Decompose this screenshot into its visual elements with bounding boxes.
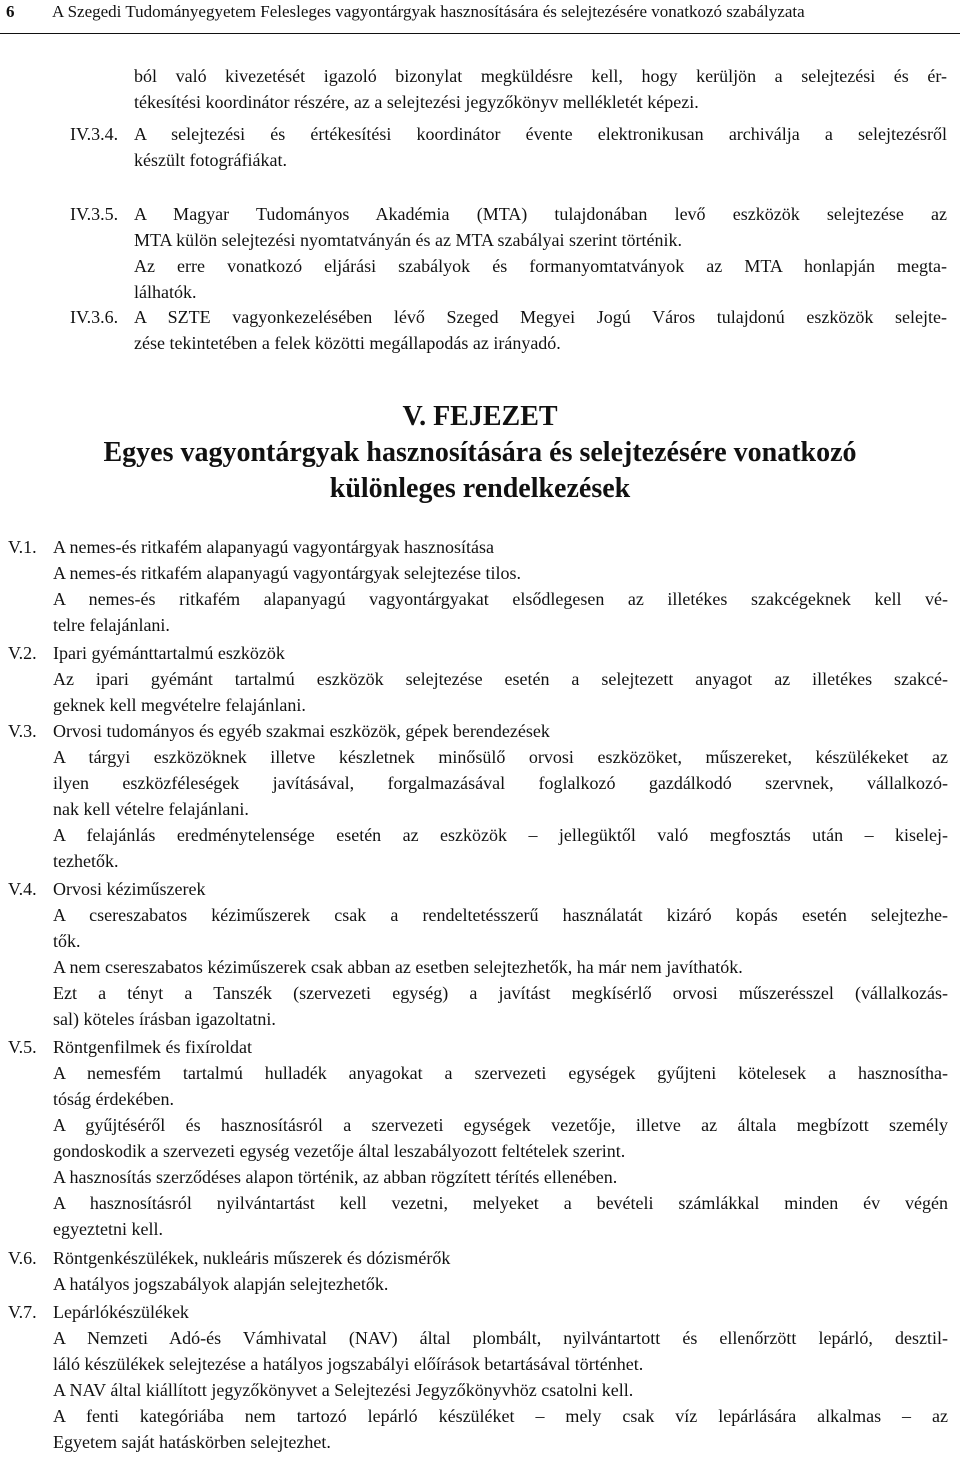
text-line: A NAV által kiállított jegyzőkönyvet a Selejtezési Jegyzőkönyvhöz csatolni kell. (53, 1380, 634, 1400)
section-number: V.5. (8, 1037, 37, 1057)
section-title: Röntgenfilmek és fixíroldat (53, 1037, 252, 1057)
text-line: ilyen eszközféleségek javításával, forgalmazásával foglalkozó gazdálkodó szervnek, vállalkozó- (53, 773, 948, 793)
text-line: A nem csereszabatos kéziműszerek csak abban az esetben selejtezhetők, ha már nem javíthatók. (53, 957, 743, 977)
text-line: készült fotográfiákat. (134, 150, 287, 170)
text-line: A csereszabatos kéziműszerek csak a rendeltetésszerű használatát kizáró kopás esetén selejtezhe- (53, 905, 948, 925)
chapter-title-line: különleges rendelkezések (329, 473, 631, 504)
page-number: 6 (6, 2, 15, 21)
text-line: tékesítési koordinátor részére, az a selejtezési jegyzőkönyv mellékletét képezi. (134, 92, 699, 112)
text-line: A tárgyi eszközöknek illetve készletnek minősülő orvosi eszközöket, műszereket, készülékeket az (53, 747, 948, 767)
section-number: V.1. (8, 537, 37, 557)
section-body (53, 1060, 948, 1242)
item-text (134, 121, 947, 173)
page-header (0, 0, 960, 40)
text-line: gondoskodik a szervezeti egység vezetője által leszabályozott feltételek szerint. (53, 1141, 626, 1161)
section-body (53, 1325, 948, 1455)
text-line: Egyetem saját hatáskörben selejtezhet. (53, 1432, 331, 1452)
text-line: tóság érdekében. (53, 1089, 174, 1109)
text-line: zése tekintetében a felek közötti megállapodás az irányadó. (134, 333, 561, 353)
section-number: V.4. (8, 879, 37, 899)
running-title: A Szegedi Tudományegyetem Felesleges vagyontárgyak hasznosítására és selejtezésére vonatkozó szabályzata (52, 2, 805, 21)
text-line: Az erre vonatkozó eljárási szabályok és formanyomtatványok az MTA honlapján megta- (134, 256, 947, 276)
section-body (53, 744, 948, 874)
text-line: A hasznosítás szerződéses alapon történik, az abban rögzített térítés ellenében. (53, 1167, 618, 1187)
section-body (53, 1271, 948, 1297)
text-line: A Nemzeti Adó-és Vámhivatal (NAV) által plombált, nyilvántartott és ellenőrzött lepárló, desztil- (53, 1328, 948, 1348)
text-line: A selejtezési és értékesítési koordinátor évente elektronikusan archiválja a selejtezésről (134, 124, 947, 144)
text-line: A SZTE vagyonkezelésében lévő Szeged Megyei Jogú Város tulajdonú eszközök selejte- (134, 307, 947, 327)
text-line: sal) köteles írásban igazoltatni. (53, 1009, 276, 1029)
section-title: Orvosi tudományos és egyéb szakmai eszközök, gépek berendezések (53, 721, 550, 741)
text-line: A nemes-és ritkafém alapanyagú vagyontárgyak selejtezése tilos. (53, 563, 521, 583)
text-line: egyeztetni kell. (53, 1219, 163, 1239)
header-rule (0, 33, 960, 34)
paragraph-continuation (134, 63, 947, 115)
text-line: A felajánlás eredménytelensége esetén az eszközök – jellegüktől való megfosztás után – kiselej- (53, 825, 948, 845)
section-number: V.6. (8, 1248, 37, 1268)
section-title: Röntgenkészülékek, nukleáris műszerek és dózismérők (53, 1248, 451, 1268)
text-line: lálhatók. (134, 282, 197, 302)
text-line: A hasznosításról nyilvántartást kell vezetni, melyeket a bevételi számlákkal minden év végén (53, 1193, 948, 1213)
section-number: V.7. (8, 1302, 37, 1322)
text-line: telre felajánlani. (53, 615, 170, 635)
chapter-title-line: Egyes vagyontárgyak hasznosítására és selejtezésére vonatkozó (103, 437, 857, 468)
text-line: láló készülékek selejtezése a hatályos jogszabályi előírások betartásával történhet. (53, 1354, 644, 1374)
text-line: A nemes-és ritkafém alapanyagú vagyontárgyakat elsődlegesen az illetékes szakcégeknek kell vé- (53, 589, 948, 609)
section-body (53, 666, 948, 718)
text-line: A gyűjtéséről és hasznosításról a szervezeti egységek vezetője, illetve az általa megbízott személy (53, 1115, 948, 1135)
text-line: tők. (53, 931, 81, 951)
text-line: nak kell vételre felajánlani. (53, 799, 249, 819)
section-body (53, 902, 948, 1032)
chapter-number: V. FEJEZET (402, 401, 558, 432)
section-title: A nemes-és ritkafém alapanyagú vagyontárgyak hasznosítása (53, 537, 495, 557)
section-number: V.2. (8, 643, 37, 663)
text-line: A Magyar Tudományos Akadémia (MTA) tulajdonában levő eszközök selejtezése az (134, 204, 947, 224)
section-title: Lepárlókészülékek (53, 1302, 189, 1322)
section-body (53, 560, 948, 638)
section-title: Orvosi kéziműszerek (53, 879, 206, 899)
text-line: Ezt a tényt a Tanszék (szervezeti egység) a javítást megkísérlő orvosi műszerésszel (vállalkozás- (53, 983, 948, 1003)
text-line: MTA külön selejtezési nyomtatványán és az MTA szabályai szerint történik. (134, 230, 682, 250)
text-line: A nemesfém tartalmú hulladék anyagokat a szervezeti egységek gyűjteni kötelesek a hasznosítha- (53, 1063, 948, 1083)
chapter-heading (0, 399, 960, 507)
text-line: Az ipari gyémánt tartalmú eszközök selejtezése esetén a selejtezett anyagot az illetékes szakcé- (53, 669, 948, 689)
item-text (134, 201, 947, 305)
text-line: tezhetők. (53, 851, 119, 871)
section-number: V.3. (8, 721, 37, 741)
section-title: Ipari gyémánttartalmú eszközök (53, 643, 285, 663)
text-line: A hatályos jogszabályok alapján selejtezhetők. (53, 1274, 389, 1294)
item-text (134, 304, 947, 356)
text-line: A fenti kategóriába nem tartozó lepárló készüléket – mely csak víz lepárlására alkalmas – az (53, 1406, 948, 1426)
text-line: geknek kell megvételre felajánlani. (53, 695, 306, 715)
text-line: ból való kivezetését igazoló bizonylat megküldésre kell, hogy kerüljön a selejtezési és ér- (134, 66, 947, 86)
item-number: IV.3.5. (70, 204, 119, 224)
item-number: IV.3.6. (70, 307, 119, 327)
item-number: IV.3.4. (70, 124, 119, 144)
